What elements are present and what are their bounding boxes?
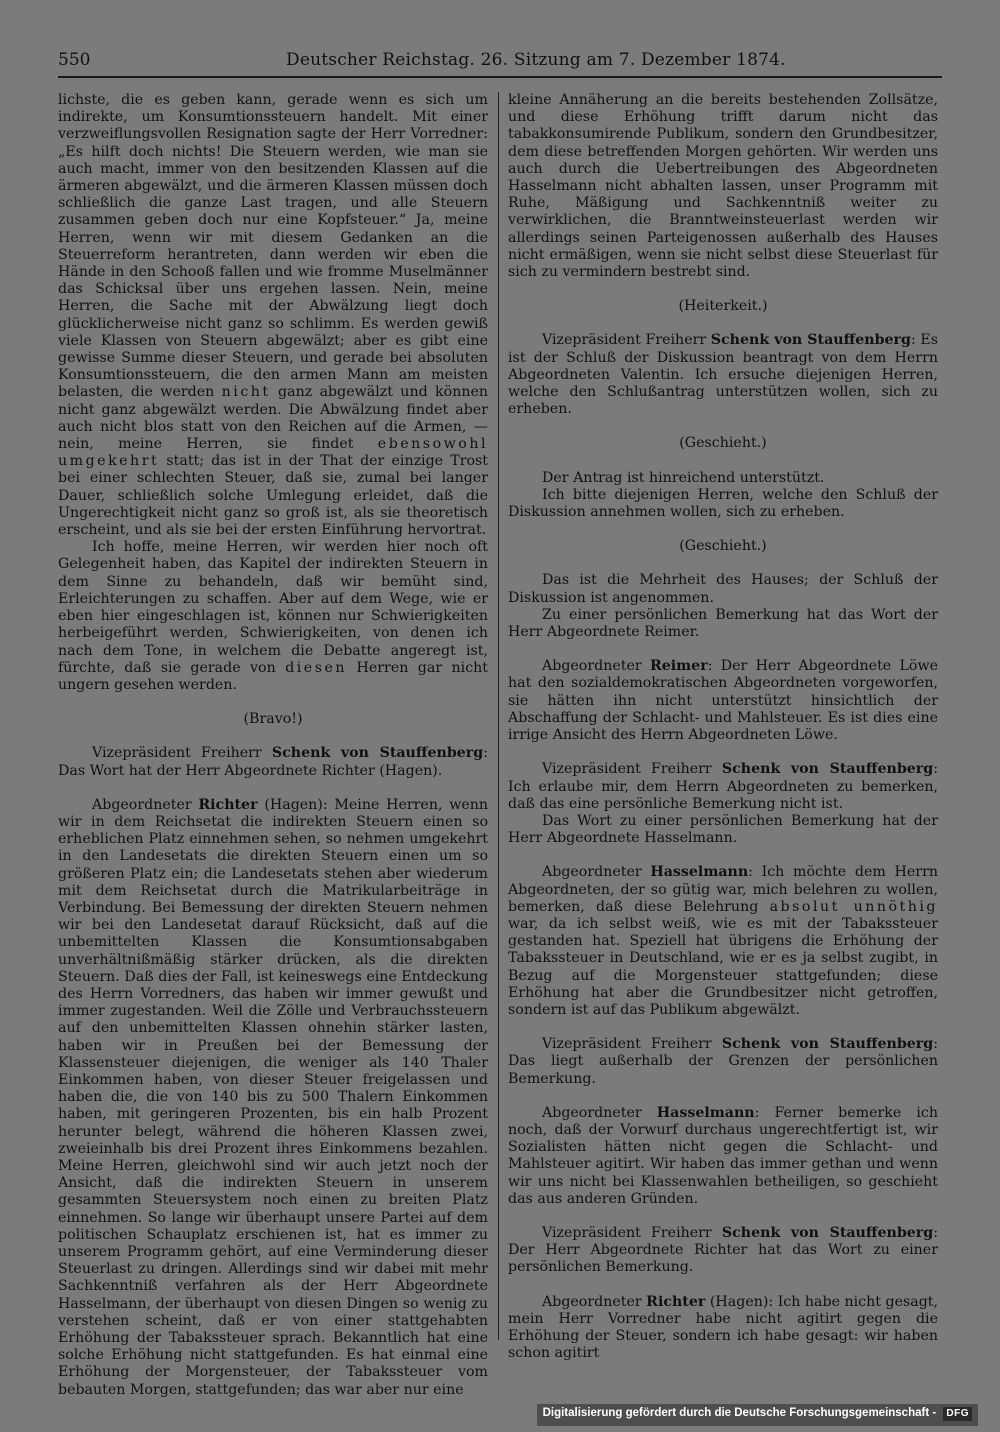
- page-number: 550: [58, 50, 91, 70]
- emphasis: nicht: [221, 384, 271, 401]
- page-header: [58, 48, 942, 72]
- emphasis: ebensowohl umgekehrt: [58, 436, 488, 470]
- left-column: [58, 92, 488, 1399]
- paragraph: lichste, die es geben kann, gerade wenn es sich um indirekte, um Konsumtionssteuern handelt. Mit einer verzweiflungsvollen Resignation sagte der Herr Vorredner: „Es hilft doch nichts! Die Steuern werden, wie man sie auch macht, immer von den besitzenden Klassen auf die ärmeren abgewälzt, und die ärmeren Klassen müssen doch schließlich die ganze Last tragen, und alle Steuern zusammen geben doch nur eine Kopfsteuer.“ Ja, meine Herren, wenn wir mit diesem Gedanken an die Steuerreform herantreten, dann werden wir eben die Hände in den Schooß fallen und wie fromme Muselmänner das Schicksal über uns ergehen lassen. Nein, meine Herren, die Sache mit der Abwälzung liegt doch glücklicherweise nicht ganz so schlimm. Es werden gewiß viele Klassen von Steuern abgewälzt; aber es gibt eine gewisse Summe dieser Steuern, und gerade bei absoluten Konsumtionssteuern, die den armen Mann am meisten belasten, die werden nicht ganz abgewälzt und können nicht ganz abgewälzt werden. Die Abwälzung findet aber auch nicht blos statt von den Reichen auf die Armen, — nein, meine Herren, sie findet ebensowohl umgekehrt statt; das ist in der That der einzige Trost bei einer schlechten Steuer, daß sie, zumal bei langer Dauer, schließlich solche Umlegung erleidet, daß die Ungerechtigkeit nicht ganz so groß ist, als sie theoretisch erscheint, und als sie bei der ersten Einführung hervortrat.: [58, 92, 489, 539]
- right-column: [508, 92, 938, 1362]
- paragraph: Das Wort zu einer persönlichen Bemerkung hat der Herr Abgeordnete Hasselmann.: [508, 812, 938, 847]
- paragraph: Das ist die Mehrheit des Hauses; der Schluß der Diskussion ist angenommen.: [508, 572, 938, 606]
- speaker-name: Schenk von Stauffenberg: [721, 1036, 934, 1053]
- speech: Abgeordneter Richter (Hagen): Meine Herren, wenn wir in dem Reichsetat die indirekten Steuern einen so erheblichen Platz einnehmen sehen, so nehmen umgekehrt in den Landesetats die direkten Steuern einen um so größeren Platz ein; die Landesetats stehen aber wiederum mit dem Reichsetat durch die Matrikularbeiträge in Verbindung. Bei Bemessung der direkten Steuern nehmen wir bei den Landesetat darauf Rücksicht, daß auf die unbemittelten Klassen die Konsumtionsabgaben unverhältnißmäßig stärker drücken, als die direkten Steuern. Daß dies der Fall, ist keineswegs eine Entdeckung des Herrn Vorredners, das haben wir immer gewußt und immer zugestanden. Weil die Zölle und Verbrauchssteuern auf den unbemittelten Klassen ohnehin stärker lasten, haben wir in Preußen bei der Bemessung der Klassensteuer diejenigen, die weniger als 140 Thaler Einkommen haben, von dieser Steuer freigelassen und haben die, die von 140 bis zu 500 Thalern Einkommen haben, mit geringeren Prozenten, bis ein halb Prozent herunter belegt, während die höheren Klassen zwei, zweieinhalb bis drei Prozent ihres Einkommens bezahlen. Meine Herren, gleichwohl sind wir auch jetzt noch der Ansicht, daß die indirekten Steuern in unserem gesammten Steuersystem noch einen zu breiten Platz einnehmen. So lange wir überhaupt unsere Partei auf dem politischen Schauplatz erschienen ist, hat es immer zu unserem Programm gehört, auf eine Verminderung dieser Steuerlast zu dringen. Allerdings sind wir dabei mit mehr Sachkenntniß verfahren als der Herr Abgeordnete Hasselmann, der überhaupt von diesen Dingen so wenig zu verstehen scheint, daß er von einer stattgehabten Erhöhung der Tabakssteuer sprach. Bekanntlich hat eine solche Erhöhung nicht stattgefunden. Es hat einmal eine Erhöhung der Morgensteuer, der Tabakssteuer vom bebauten Morgen, stattgefunden; das war aber nur eine: [58, 796, 489, 1398]
- paragraph: Der Antrag ist hinreichend unterstützt.: [542, 469, 825, 486]
- running-title: Deutscher Reichstag. 26. Sitzung am 7. Dezember 1874.: [286, 50, 786, 70]
- paragraph: Ich hoffe, meine Herren, wir werden hier noch oft Gelegenheit haben, das Kapitel der indirekten Steuern in dem Sinne zu behandeln, daß wir bemüht sind, Erleichterungen zu schaffen. Aber auf dem Wege, wie er eben hier eingeschlagen ist, können nur Schwierigkeiten herbeigeführt werden, Schwierigkeiten, von denen ich nach dem Tone, in welchem die Debatte angeregt ist, fürchte, daß sie gerade von diesen Herren gar nicht ungern gesehen werden.: [58, 539, 489, 693]
- speech: Abgeordneter Hasselmann: Ferner bemerke ich noch, daß der Vorwurf durchaus ungerechtfertigt ist, wir Sozialisten hätten nicht gegen die Schlacht- und Mahlsteuer agitirt. Wir haben das immer gethan und wenn wir uns nicht bei Klassenwahlen betheiligen, so geschieht das aus anderen Gründen.: [508, 1104, 938, 1207]
- speaker-name: Reimer: [649, 658, 708, 675]
- speaker-name: Schenk von Stauffenberg: [721, 761, 934, 778]
- funding-footer: [537, 1404, 978, 1426]
- header-rule: [58, 76, 942, 78]
- speaker-name: Schenk von Stauffenberg: [271, 745, 484, 762]
- paragraph: Zu einer persönlichen Bemerkung hat das Wort der Herr Abgeordnete Reimer.: [508, 606, 938, 641]
- paragraph: kleine Annäherung an die bereits bestehenden Zollsätze, und diese Erhöhung trifft darum nicht das tabakkonsumirende Publikum, sondern den Grundbesitzer, dem diese betreffenden Morgen gehörten. Wir werden uns auch durch die Uebertreibungen des Abgeordneten Hasselmann nicht abhalten lassen, unser Programm mit Ruhe, Mäßigung und Sachkenntniß weiter zu verwirklichen, die Branntweinsteuerlast werden wir allerdings seinen Parteigenossen außerhalb des Hauses nicht ermäßigen, wenn sie nicht selbst diese Steuerlast für sich zu vermindern bestrebt sind.: [508, 92, 938, 281]
- speaker-name: Schenk von Stauffenberg: [710, 332, 911, 349]
- funding-text: Digitalisierung gefördert durch die Deutsche Forschungsgemeinschaft -: [542, 1407, 937, 1419]
- speech: Vizepräsident Freiherr Schenk von Stauffenberg: Ich erlaube mir, dem Herrn Abgeordneten zu bemerken, daß das eine persönliche Bemerkung nicht ist.: [508, 761, 938, 812]
- interjection: (Geschieht.): [679, 538, 767, 555]
- speech: Vizepräsident Freiherr Schenk von Stauffenberg: Das liegt außerhalb der Grenzen der persönlichen Bemerkung.: [508, 1036, 938, 1087]
- speech: Abgeordneter Richter (Hagen): Ich habe nicht gesagt, mein Herr Vorredner habe nicht agitirt gegen die Erhöhung der Steuer, sondern ich habe gesagt: wir haben schon agitirt: [508, 1293, 938, 1362]
- emphasis: diesen: [285, 659, 348, 676]
- speaker-name: Schenk von Stauffenberg: [721, 1224, 934, 1241]
- speech: Vizepräsident Freiherr Schenk von Stauffenberg: Der Herr Abgeordnete Richter hat das Wort zu einer persönlichen Bemerkung.: [508, 1224, 938, 1276]
- interjection: (Geschieht.): [679, 435, 767, 452]
- paragraph: Ich bitte diejenigen Herren, welche den Schluß der Diskussion annehmen wollen, sich zu erheben.: [508, 486, 938, 521]
- speaker-name: Hasselmann: [650, 864, 749, 881]
- column-divider: [498, 92, 499, 1340]
- speaker-name: Richter: [198, 796, 258, 813]
- speaker-name: Richter: [646, 1293, 706, 1310]
- dfg-logo-icon: DFG: [943, 1407, 972, 1421]
- emphasis: absolut unnöthig: [769, 898, 938, 915]
- interjection: (Heiterkeit.): [678, 298, 768, 315]
- speech: Abgeordneter Hasselmann: Ich möchte dem Herrn Abgeordneten, der so gütig war, mich belehren zu wollen, bemerken, daß diese Belehrung absolut unnöthig war, da ich selbst weiß, wie es mit der Tabakssteuer gestanden hat. Speziell hat übrigens die Erhöhung der Tabakssteuer in Deutschland, wie er es ja selbst zugibt, in Bezug auf die Morgensteuer stattgefunden; diese Erhöhung hat aber die Grundbesitzer nicht getroffen, sondern ist auf das Publikum abgewälzt.: [508, 864, 938, 1018]
- speech: Abgeordneter Reimer: Der Herr Abgeordnete Löwe hat den sozialdemokratischen Abgeordneten vorgeworfen, sie hätten ihn nicht unterstützt hinsichtlich der Abschaffung der Schlacht- und Mahlsteuer. Es ist dies eine irrige Ansicht des Herrn Abgeordneten Löwe.: [508, 658, 938, 744]
- interjection: (Bravo!): [243, 711, 303, 728]
- speaker-name: Hasselmann: [656, 1104, 755, 1121]
- speech: Vizepräsident Freiherr Schenk von Stauffenberg: Es ist der Schluß der Diskussion beantragt von dem Herrn Abgeordneten Valentin. Ich ersuche diejenigen Herren, welche den Schlußantrag unterstützen wollen, sich zu erheben.: [508, 332, 938, 418]
- speech: Vizepräsident Freiherr Schenk von Stauffenberg: Das Wort hat der Herr Abgeordnete Richter (Hagen).: [58, 745, 488, 779]
